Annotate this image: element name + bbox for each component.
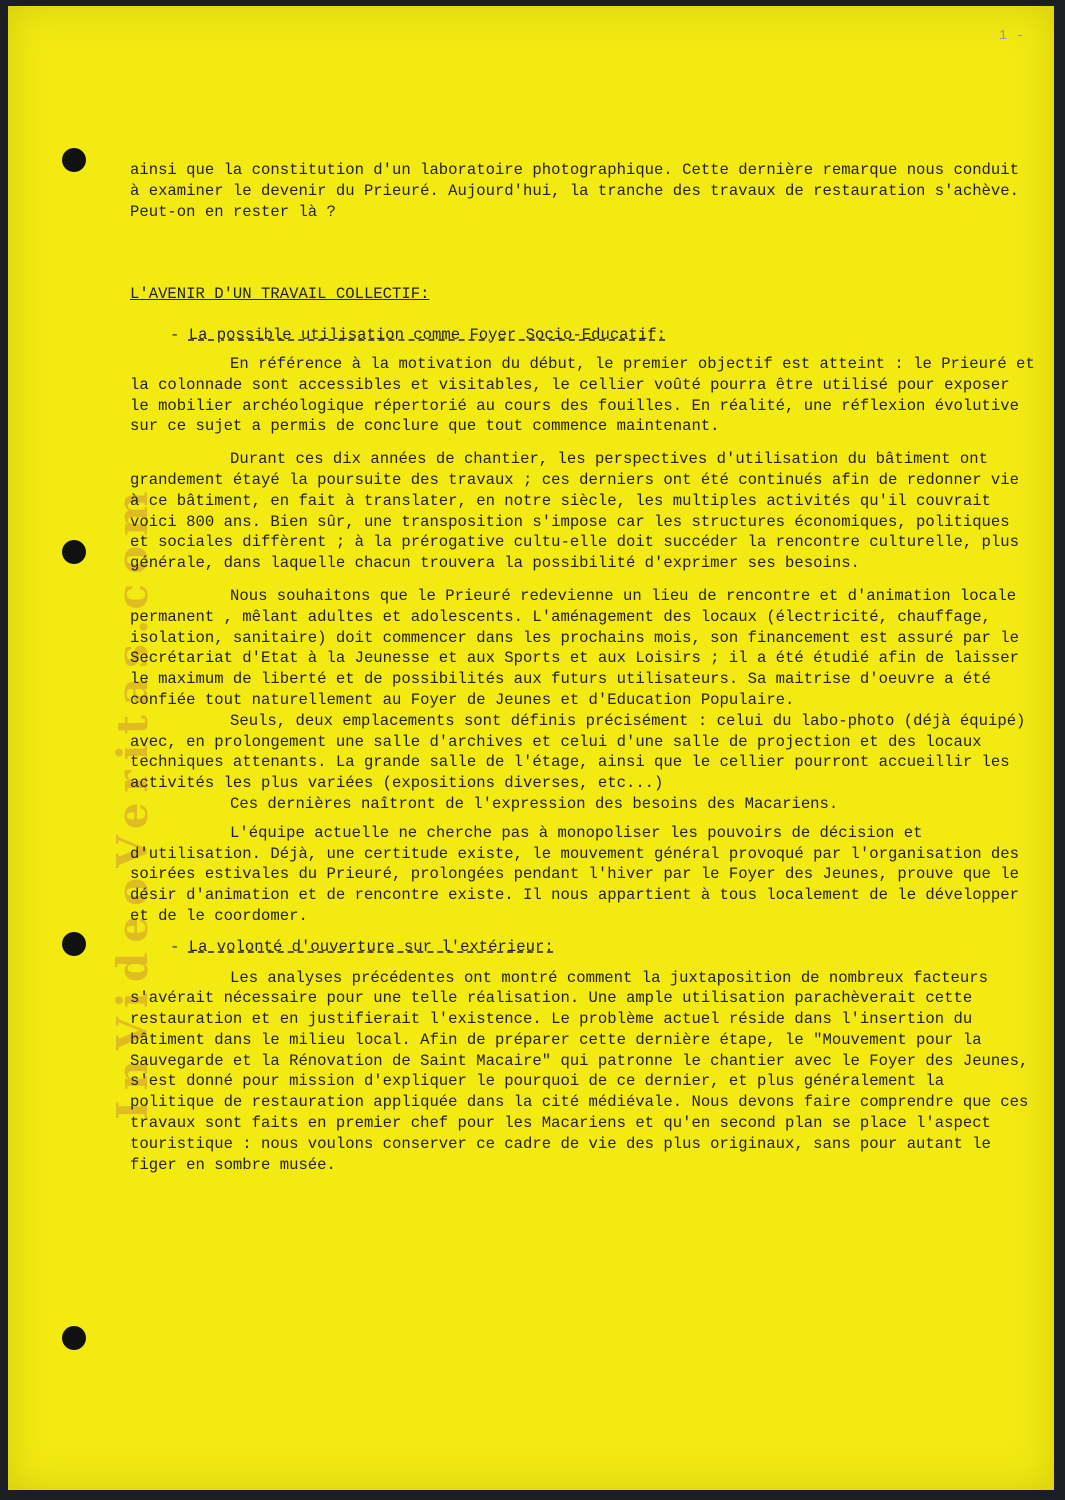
subsection-title-text: La volonté d'ouverture sur l'extérieur:: [188, 937, 554, 956]
document-body: [130, 160, 1035, 1175]
corner-mark: 1 -: [998, 28, 1024, 44]
section-heading: L'AVENIR D'UN TRAVAIL COLLECTIF:: [130, 285, 430, 304]
paragraph: Nous souhaitons que le Prieuré redevienne un lieu de rencontre et d'animation locale permanent , mêlant adultes et adolescents. L'aménagement des locaux (électricité, chauffage, isolation, sanitaire) doit commencer dans les prochains mois, son financement est assuré par le Secrétariat d'Etat à la Jeunesse et aux Sports et aux Loisirs ; il a été étudié afin de laisser le maximum de liberté et de possibilités aux futurs utilisateurs. Sa maitrise d'oeuvre a été confiée tout naturellement au Foyer de Jeunes et d'Education Populaire.: [130, 586, 1019, 709]
paragraph: Les analyses précédentes ont montré comment la juxtaposition de nombreux facteurs s'avérait nécessaire pour une telle réalisation. Une ample utilisation parachèverait cette restauration et en justifierait l'existence. Le problème actuel réside dans l'insertion du bâtiment dans le milieu local. Afin de préparer cette dernière étape, le "Mouvement pour la Sauvegarde et la Rénovation de Saint Macaire" qui patronne le chantier avec le Foyer des Jeunes, s'est donné pour mission d'expliquer le pourquoi de ce dernier, et plus généralement la politique de restauration appliquée dans la cité médiévale. Nous devons faire comprendre que ces travaux sont faits en premier chef pour les Macariens et qu'en second plan se place l'aspect touristique : nous voulons conserver ce cadre de vie des plus originaux, sans pour autant le figer en sombre musée.: [130, 968, 1029, 1174]
subsection-title-2: - La volonté d'ouverture sur l'extérieur:: [170, 937, 554, 956]
paragraph: Durant ces dix années de chantier, les perspectives d'utilisation du bâtiment ont grandement étayé la poursuite des travaux ; ces derniers ont été continués afin de redonner vie à ce bâtiment, en fait à translater, en notre siècle, les multiples activités qu'il couvrait voici 800 ans. Bien sûr, une transposition s'impose car les structures économiques, politiques et sociales diffèrent ; à la prérogative cultu-elle doit succéder la rencontre culturelle, plus générale, dans laquelle chacun trouvera la possibilité d'exprimer ses besoins.: [130, 450, 1019, 573]
subsection-title-1: - La possible utilisation comme Foyer Socio-Educatif:: [170, 326, 666, 345]
paragraph: Seuls, deux emplacements sont définis précisément : celui du labo-photo (déjà équipé) avec, en prolongement une salle d'archives et celui d'une salle de projection et des locaux techniques attenants. La grande salle de l'étage, ainsi que le cellier pourront accueillir les activités les plus variées (expositions diverses, etc...): [130, 711, 1026, 793]
subsection-title-text: La possible utilisation comme Foyer Socio-Educatif:: [188, 326, 666, 345]
watermark: InVideoVeritas.com: [108, 481, 157, 1120]
binder-hole: [62, 540, 86, 564]
binder-hole: [62, 932, 86, 956]
binder-hole: [62, 148, 86, 172]
intro-paragraph: ainsi que la constitution d'un laboratoire photographique. Cette dernière remarque nous conduit à examiner le devenir du Prieuré. Aujourd'hui, la tranche des travaux de restauration s'achève. Peut-on en rester là ?: [130, 161, 1019, 221]
paragraph: En référence à la motivation du début, le premier objectif est atteint : le Prieuré et la colonnade sont accessibles et visitables, le cellier voûté pourra être utilisé pour exposer le mobilier archéologique répertorié au cours des fouilles. En réalité, une réflexion évolutive sur ce sujet a permis de conclure que tout commence maintenant.: [130, 354, 1035, 436]
paragraph: Ces dernières naîtront de l'expression des besoins des Macariens.: [230, 794, 839, 813]
binder-hole: [62, 1326, 86, 1350]
paragraph: L'équipe actuelle ne cherche pas à monopoliser les pouvoirs de décision et d'utilisation. Déjà, une certitude existe, le mouvement général provoqué par l'organisation des soirées estivales du Prieuré, prolongées pendant l'hiver par le Foyer des Jeunes, prouve que le désir d'animation et de rencontre existe. Il nous appartient à tous localement de le développer et de le coordomer.: [130, 823, 1019, 925]
